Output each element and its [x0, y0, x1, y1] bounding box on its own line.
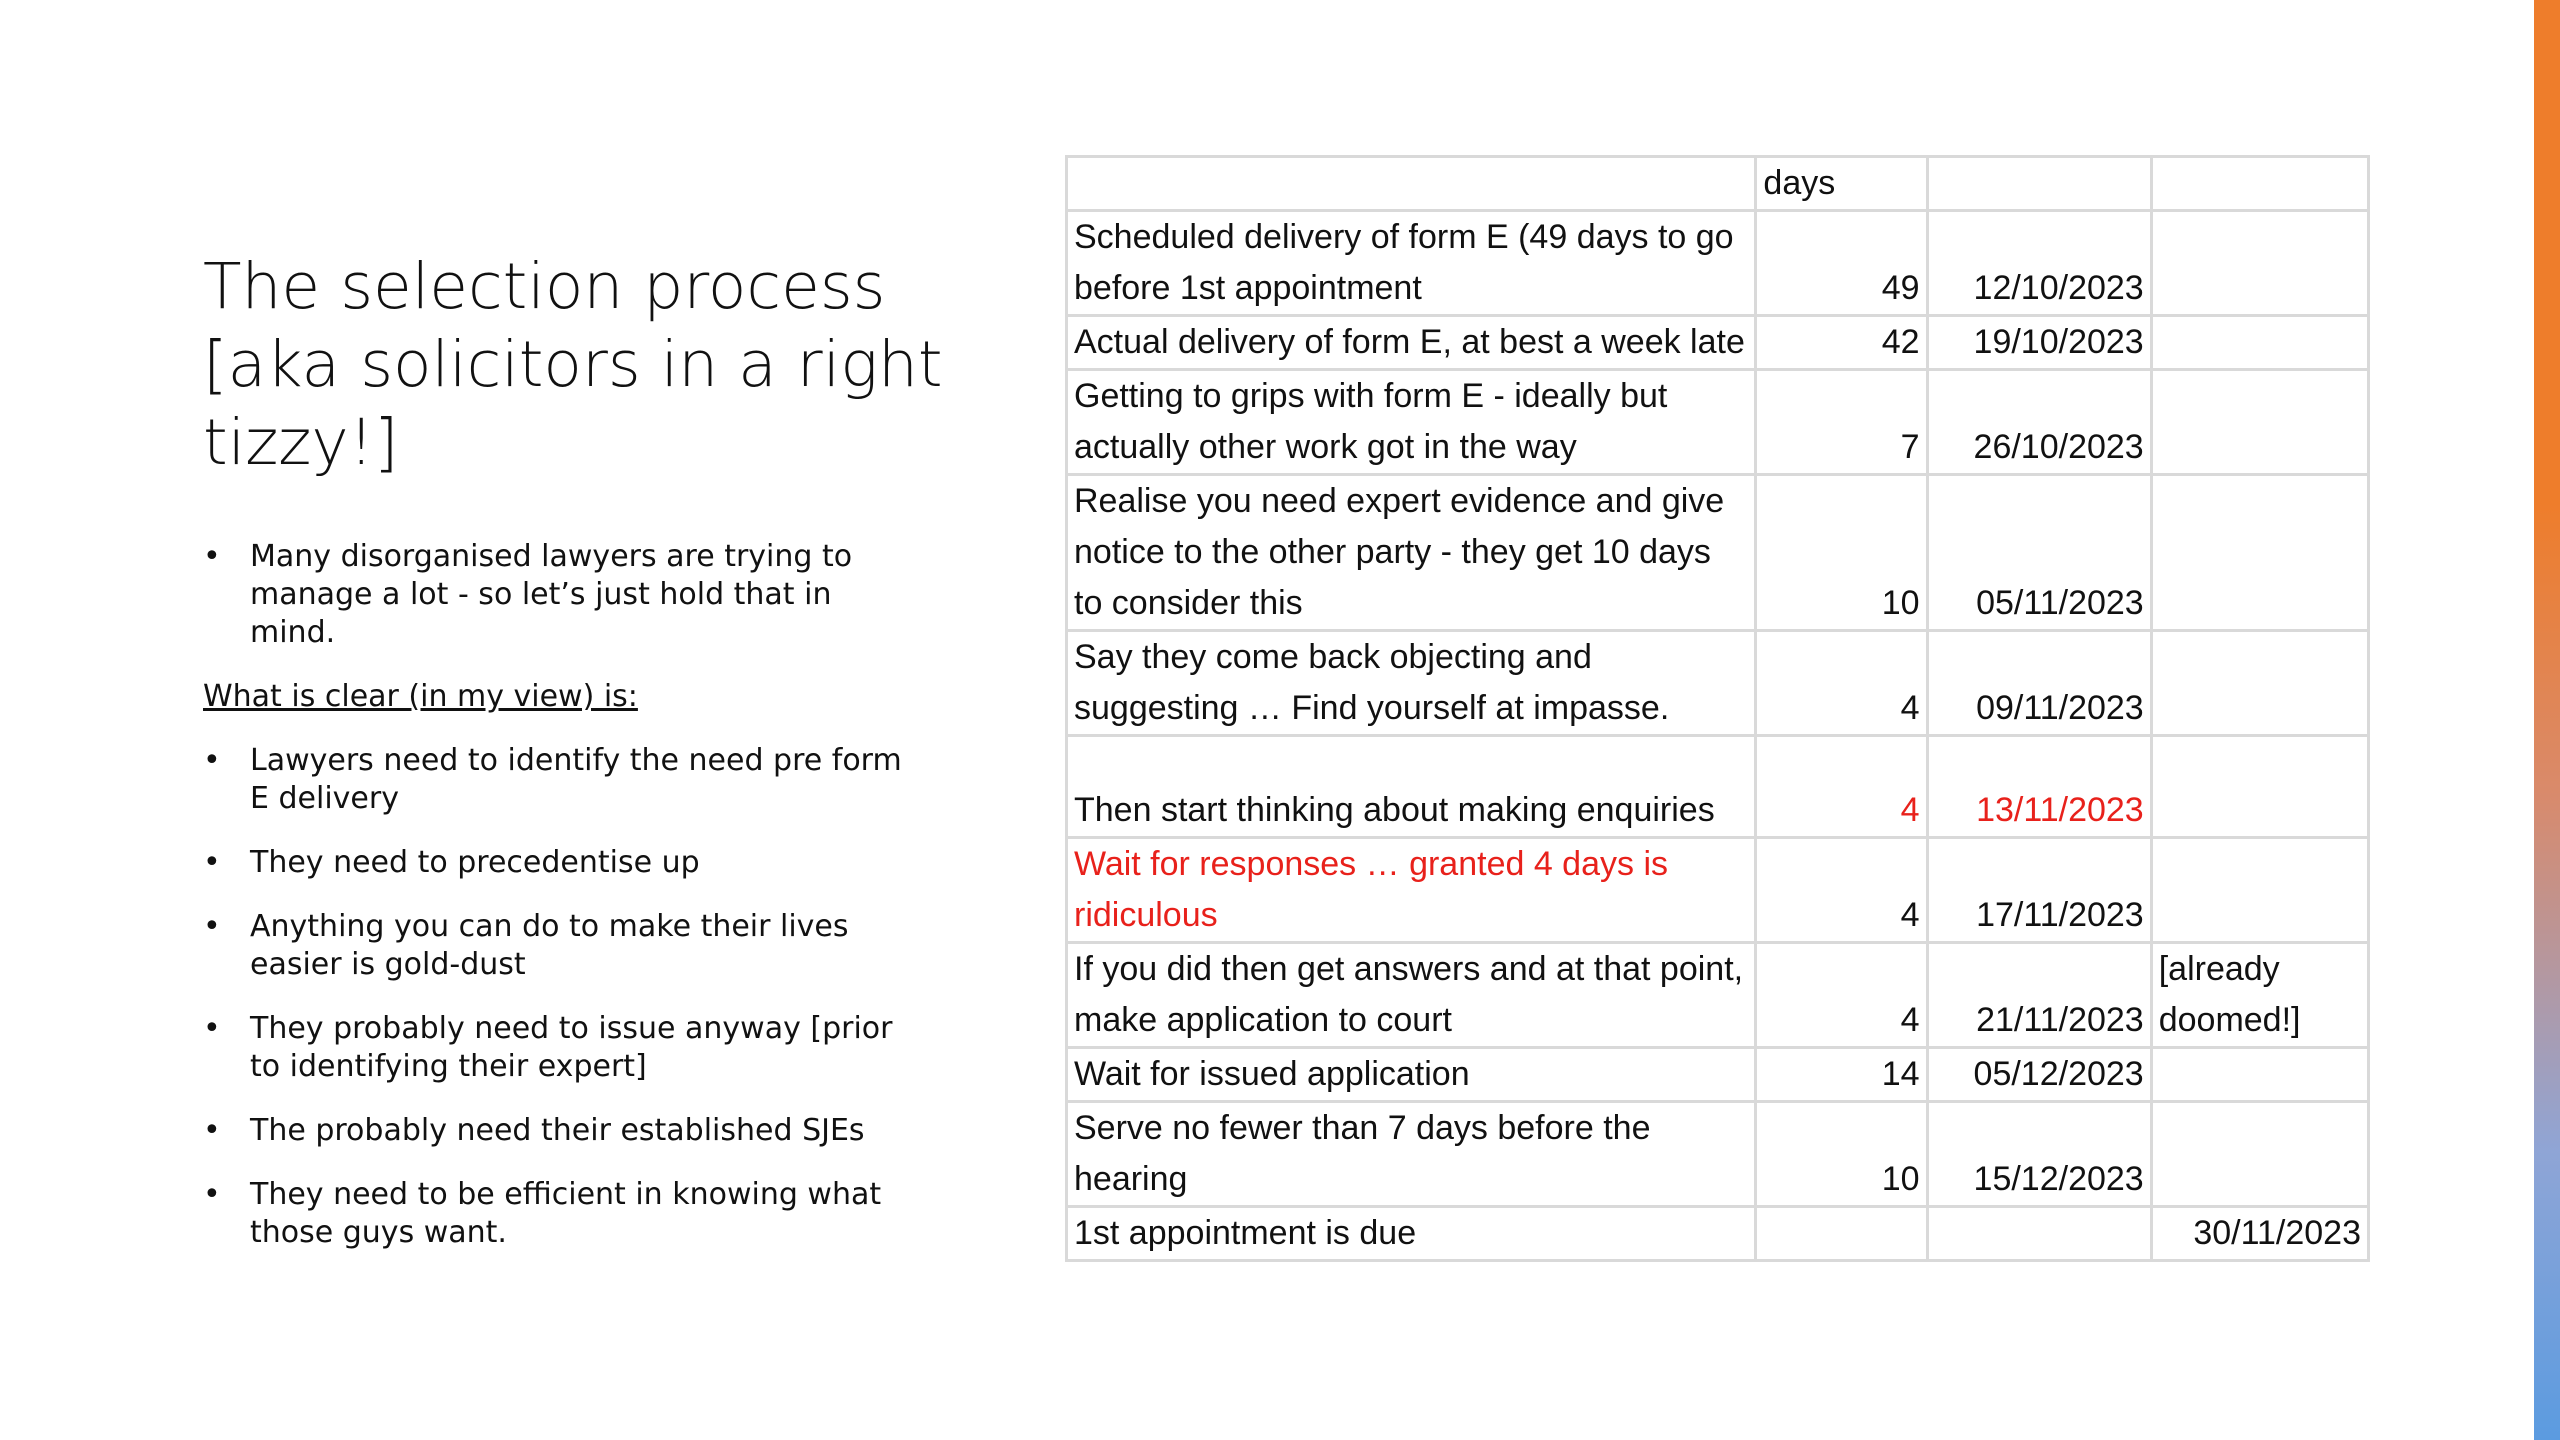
days-cell: 49	[1756, 211, 1927, 316]
date-cell: 19/10/2023	[1927, 316, 2151, 370]
table-row	[1067, 211, 2369, 316]
bullet-item	[203, 742, 923, 818]
days-cell: 42	[1756, 316, 1927, 370]
description-cell: Scheduled delivery of form E (49 days to go before 1st appointment	[1067, 211, 1756, 316]
note-cell	[2151, 211, 2368, 316]
bullet-item	[203, 1176, 923, 1252]
date-cell: 05/11/2023	[1927, 475, 2151, 631]
bullet-text: The probably need their established SJEs	[250, 1113, 865, 1148]
appointment-date-cell: 30/11/2023	[2151, 1207, 2368, 1261]
bullet-text: Anything you can do to make their lives easier is gold-dust	[250, 909, 849, 982]
description-cell: Getting to grips with form E - ideally but actually other work got in the way	[1067, 370, 1756, 475]
bullet-item	[203, 908, 923, 984]
date-cell: 12/10/2023	[1927, 211, 2151, 316]
note-cell	[2151, 736, 2368, 838]
bullet-text: They need to be efficient in knowing what those guys want.	[250, 1177, 882, 1250]
bullet-icon: •	[203, 1177, 221, 1212]
table-row	[1067, 631, 2369, 736]
date-cell: 17/11/2023	[1927, 838, 2151, 943]
date-cell	[1927, 1207, 2151, 1261]
header-description-cell	[1067, 157, 1756, 211]
bullet-item	[203, 1112, 923, 1150]
table-header-row	[1067, 157, 2369, 211]
description-cell: Actual delivery of form E, at best a week late	[1067, 316, 1756, 370]
table-row	[1067, 370, 2369, 475]
table-row	[1067, 1102, 2369, 1207]
header-date-cell	[1927, 157, 2151, 211]
slide-title: The selection process [aka solicitors in a right tizzy!]	[203, 250, 943, 479]
note-cell	[2151, 1102, 2368, 1207]
bullet-icon: •	[203, 1113, 221, 1148]
note-cell	[2151, 1048, 2368, 1102]
note-cell	[2151, 316, 2368, 370]
bullet-text: Lawyers need to identify the need pre form E delivery	[250, 743, 902, 816]
description-cell: Then start thinking about making enquiries	[1067, 736, 1756, 838]
days-cell: 4	[1756, 838, 1927, 943]
days-cell: 4	[1756, 631, 1927, 736]
days-cell-highlighted: 4	[1756, 736, 1927, 838]
note-cell	[2151, 475, 2368, 631]
date-cell: 09/11/2023	[1927, 631, 2151, 736]
bullet-item	[203, 538, 923, 652]
description-cell: Serve no fewer than 7 days before the hearing	[1067, 1102, 1756, 1207]
table-row	[1067, 736, 2369, 838]
bullet-item	[203, 1010, 923, 1086]
date-cell: 21/11/2023	[1927, 943, 2151, 1048]
note-cell	[2151, 370, 2368, 475]
days-cell: 4	[1756, 943, 1927, 1048]
table-row	[1067, 316, 2369, 370]
table-row	[1067, 1048, 2369, 1102]
description-cell-highlighted: Wait for responses … granted 4 days is ridiculous	[1067, 838, 1756, 943]
bullet-icon: •	[203, 909, 221, 944]
timeline-table	[1065, 155, 2370, 1262]
days-cell	[1756, 1207, 1927, 1261]
description-cell: Wait for issued application	[1067, 1048, 1756, 1102]
days-cell: 7	[1756, 370, 1927, 475]
note-cell	[2151, 631, 2368, 736]
table-row	[1067, 475, 2369, 631]
bullet-icon: •	[203, 743, 221, 778]
header-note-cell	[2151, 157, 2368, 211]
note-cell	[2151, 838, 2368, 943]
bullet-text: Many disorganised lawyers are trying to manage a lot - so let’s just hold that in mind.	[250, 539, 853, 650]
bullet-icon: •	[203, 539, 221, 574]
date-cell-highlighted: 13/11/2023	[1927, 736, 2151, 838]
bullet-icon: •	[203, 845, 221, 880]
description-cell: Realise you need expert evidence and give notice to the other party - they get 10 days to consider this	[1067, 475, 1756, 631]
bullet-text: They probably need to issue anyway [prior to identifying their expert]	[250, 1011, 893, 1084]
days-cell: 14	[1756, 1048, 1927, 1102]
description-cell: Say they come back objecting and suggesting … Find yourself at impasse.	[1067, 631, 1756, 736]
accent-bar	[2534, 0, 2560, 1440]
description-cell: 1st appointment is due	[1067, 1207, 1756, 1261]
description-cell: If you did then get answers and at that point, make application to court	[1067, 943, 1756, 1048]
table-row	[1067, 943, 2369, 1048]
bullet-list	[203, 538, 923, 1278]
table-row	[1067, 1207, 2369, 1261]
date-cell: 26/10/2023	[1927, 370, 2151, 475]
days-cell: 10	[1756, 475, 1927, 631]
header-days-cell: days	[1756, 157, 1927, 211]
date-cell: 15/12/2023	[1927, 1102, 2151, 1207]
table-row	[1067, 838, 2369, 943]
bullet-text: They need to precedentise up	[250, 845, 700, 880]
note-cell: [already doomed!]	[2151, 943, 2368, 1048]
bullet-icon: •	[203, 1011, 221, 1046]
bullet-item	[203, 844, 923, 882]
subheading: What is clear (in my view) is:	[203, 679, 638, 714]
date-cell: 05/12/2023	[1927, 1048, 2151, 1102]
days-cell: 10	[1756, 1102, 1927, 1207]
